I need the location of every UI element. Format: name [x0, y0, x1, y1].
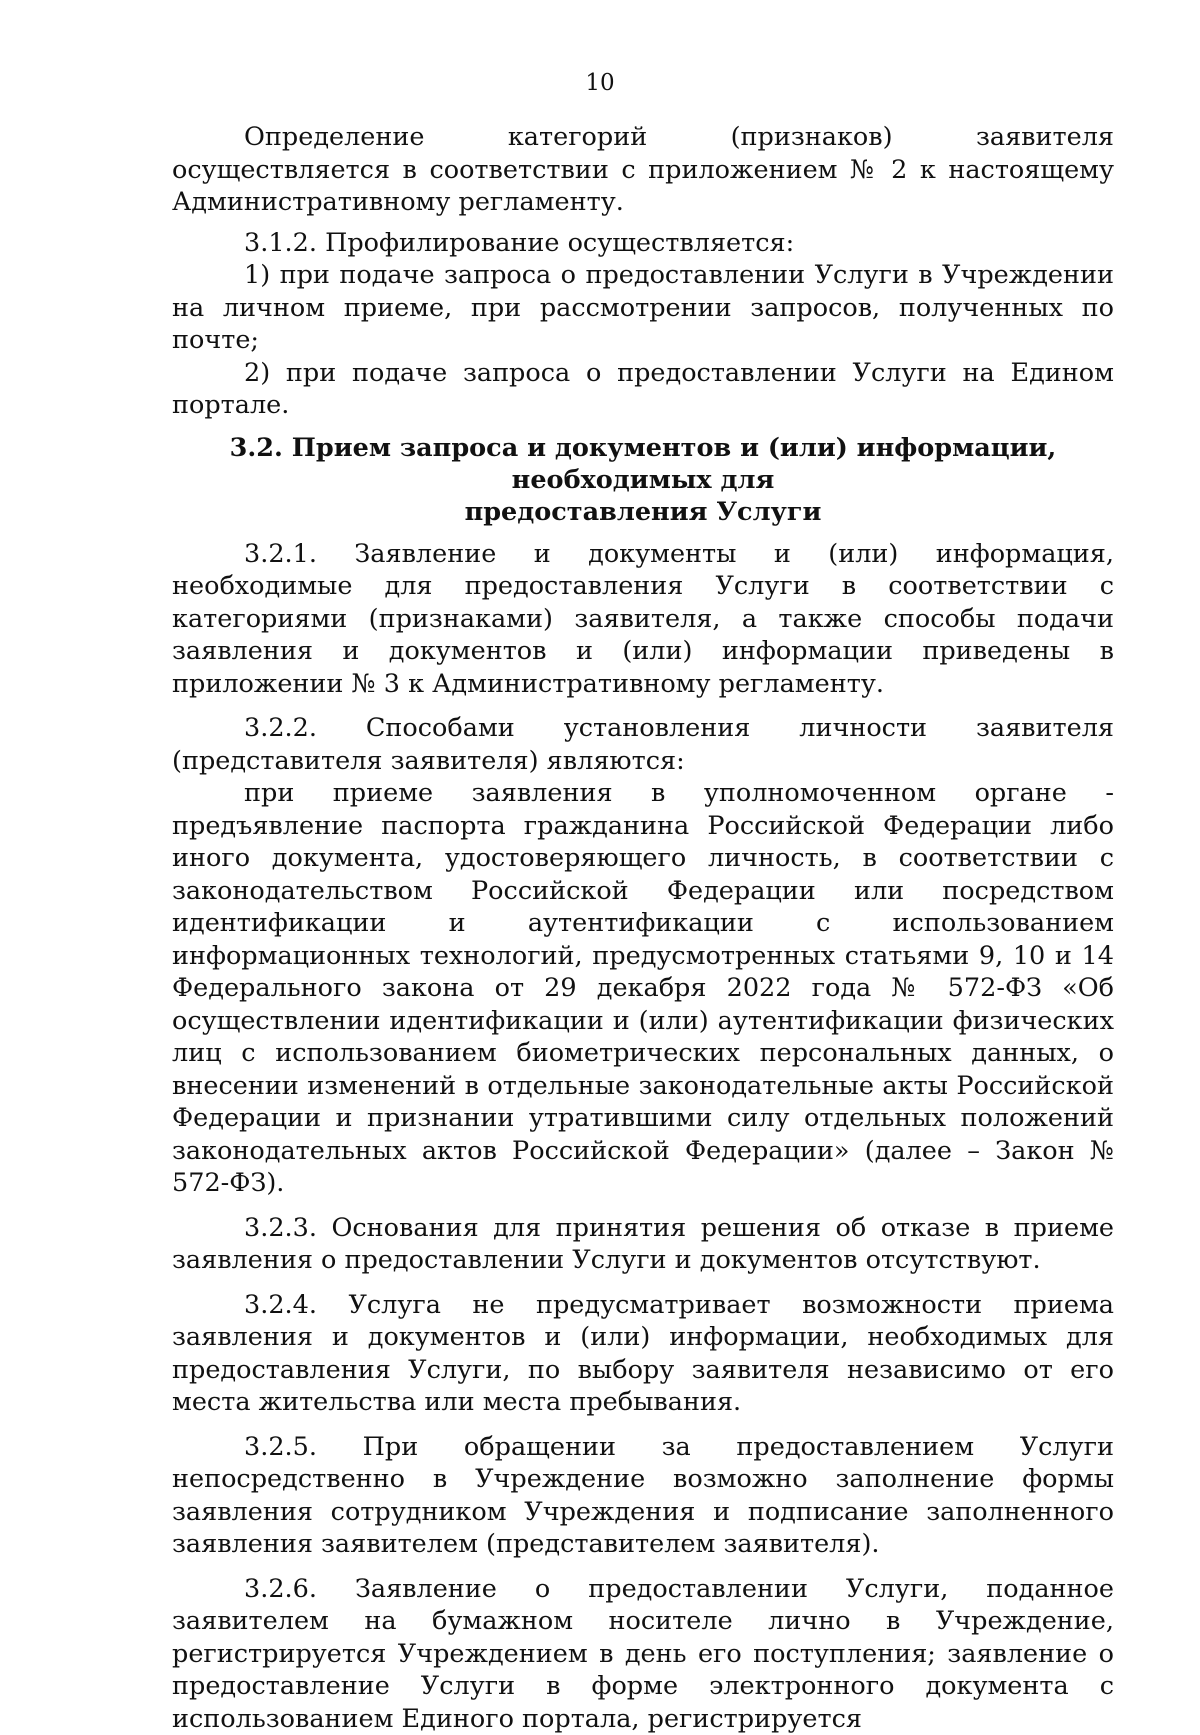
paragraph-3-2-3: 3.2.3. Основания для принятия решения об отказе в приеме заявления о предоставлении Услуги и документов отсутствуют. [172, 1212, 1114, 1277]
paragraph-identity-methods: при приеме заявления в уполномоченном органе - предъявление паспорта гражданина Российской Федерации либо иного документа, удостоверяющего личность, в соответствии с законодательством Российской Федерации или посредством идентификации и аутентификации с использованием информационных технологий, предусмотренных статьями 9, 10 и 14 Федерального закона от 29 декабря 2022 года № 572-ФЗ «Об осуществлении идентификации и (или) аутентификации физических лиц с использованием биометрических персональных данных, о внесении изменений в отдельные законодательные акты Российской Федерации и признании утратившими силу отдельных положений законодательных актов Российской Федерации» (далее – Закон № 572-ФЗ). [172, 777, 1114, 1200]
page-number: 10 [0, 70, 1200, 96]
paragraph-applicant-categories: Определение категорий (признаков) заявителя осуществляется в соответствии с приложением № 2 к настоящему Административному регламенту. [172, 121, 1114, 219]
document-body [172, 121, 1114, 1735]
paragraph-3-2-1: 3.2.1. Заявление и документы и (или) информация, необходимые для предоставления Услуги в соответствии с категориями (признаками) заявителя, а также способы подачи заявления и документов и (или) информации приведены в приложении № 3 к Административному регламенту. [172, 538, 1114, 701]
paragraph-3-2-4: 3.2.4. Услуга не предусматривает возможности приема заявления и документов и (или) информации, необходимых для предоставления Услуги, по выбору заявителя независимо от его места жительства или места пребывания. [172, 1289, 1114, 1419]
paragraph-3-2-6: 3.2.6. Заявление о предоставлении Услуги, поданное заявителем на бумажном носителе лично в Учреждение, регистрируется Учреждением в день его поступления; заявление о предоставление Услуги в форме электронного документа с использованием Единого портала, регистрируется [172, 1573, 1114, 1735]
paragraph-3-2-2: 3.2.2. Способами установления личности заявителя (представителя заявителя) являются: [172, 712, 1114, 777]
section-heading-line-1: 3.2. Прием запроса и документов и (или) информации, необходимых для [172, 432, 1114, 496]
paragraph-3-1-2: 3.1.2. Профилирование осуществляется: [172, 227, 1114, 260]
section-heading-line-2: предоставления Услуги [172, 496, 1114, 528]
paragraph-3-2-5: 3.2.5. При обращении за предоставлением Услуги непосредственно в Учреждение возможно заполнение формы заявления сотрудником Учреждения и подписание заполненного заявления заявителем (представителем заявителя). [172, 1431, 1114, 1561]
list-item-2: 2) при подаче запроса о предоставлении Услуги на Едином портале. [172, 357, 1114, 422]
list-item-1: 1) при подаче запроса о предоставлении Услуги в Учреждении на личном приеме, при рассмотрении запросов, полученных по почте; [172, 259, 1114, 357]
section-heading-3-2 [172, 432, 1114, 528]
